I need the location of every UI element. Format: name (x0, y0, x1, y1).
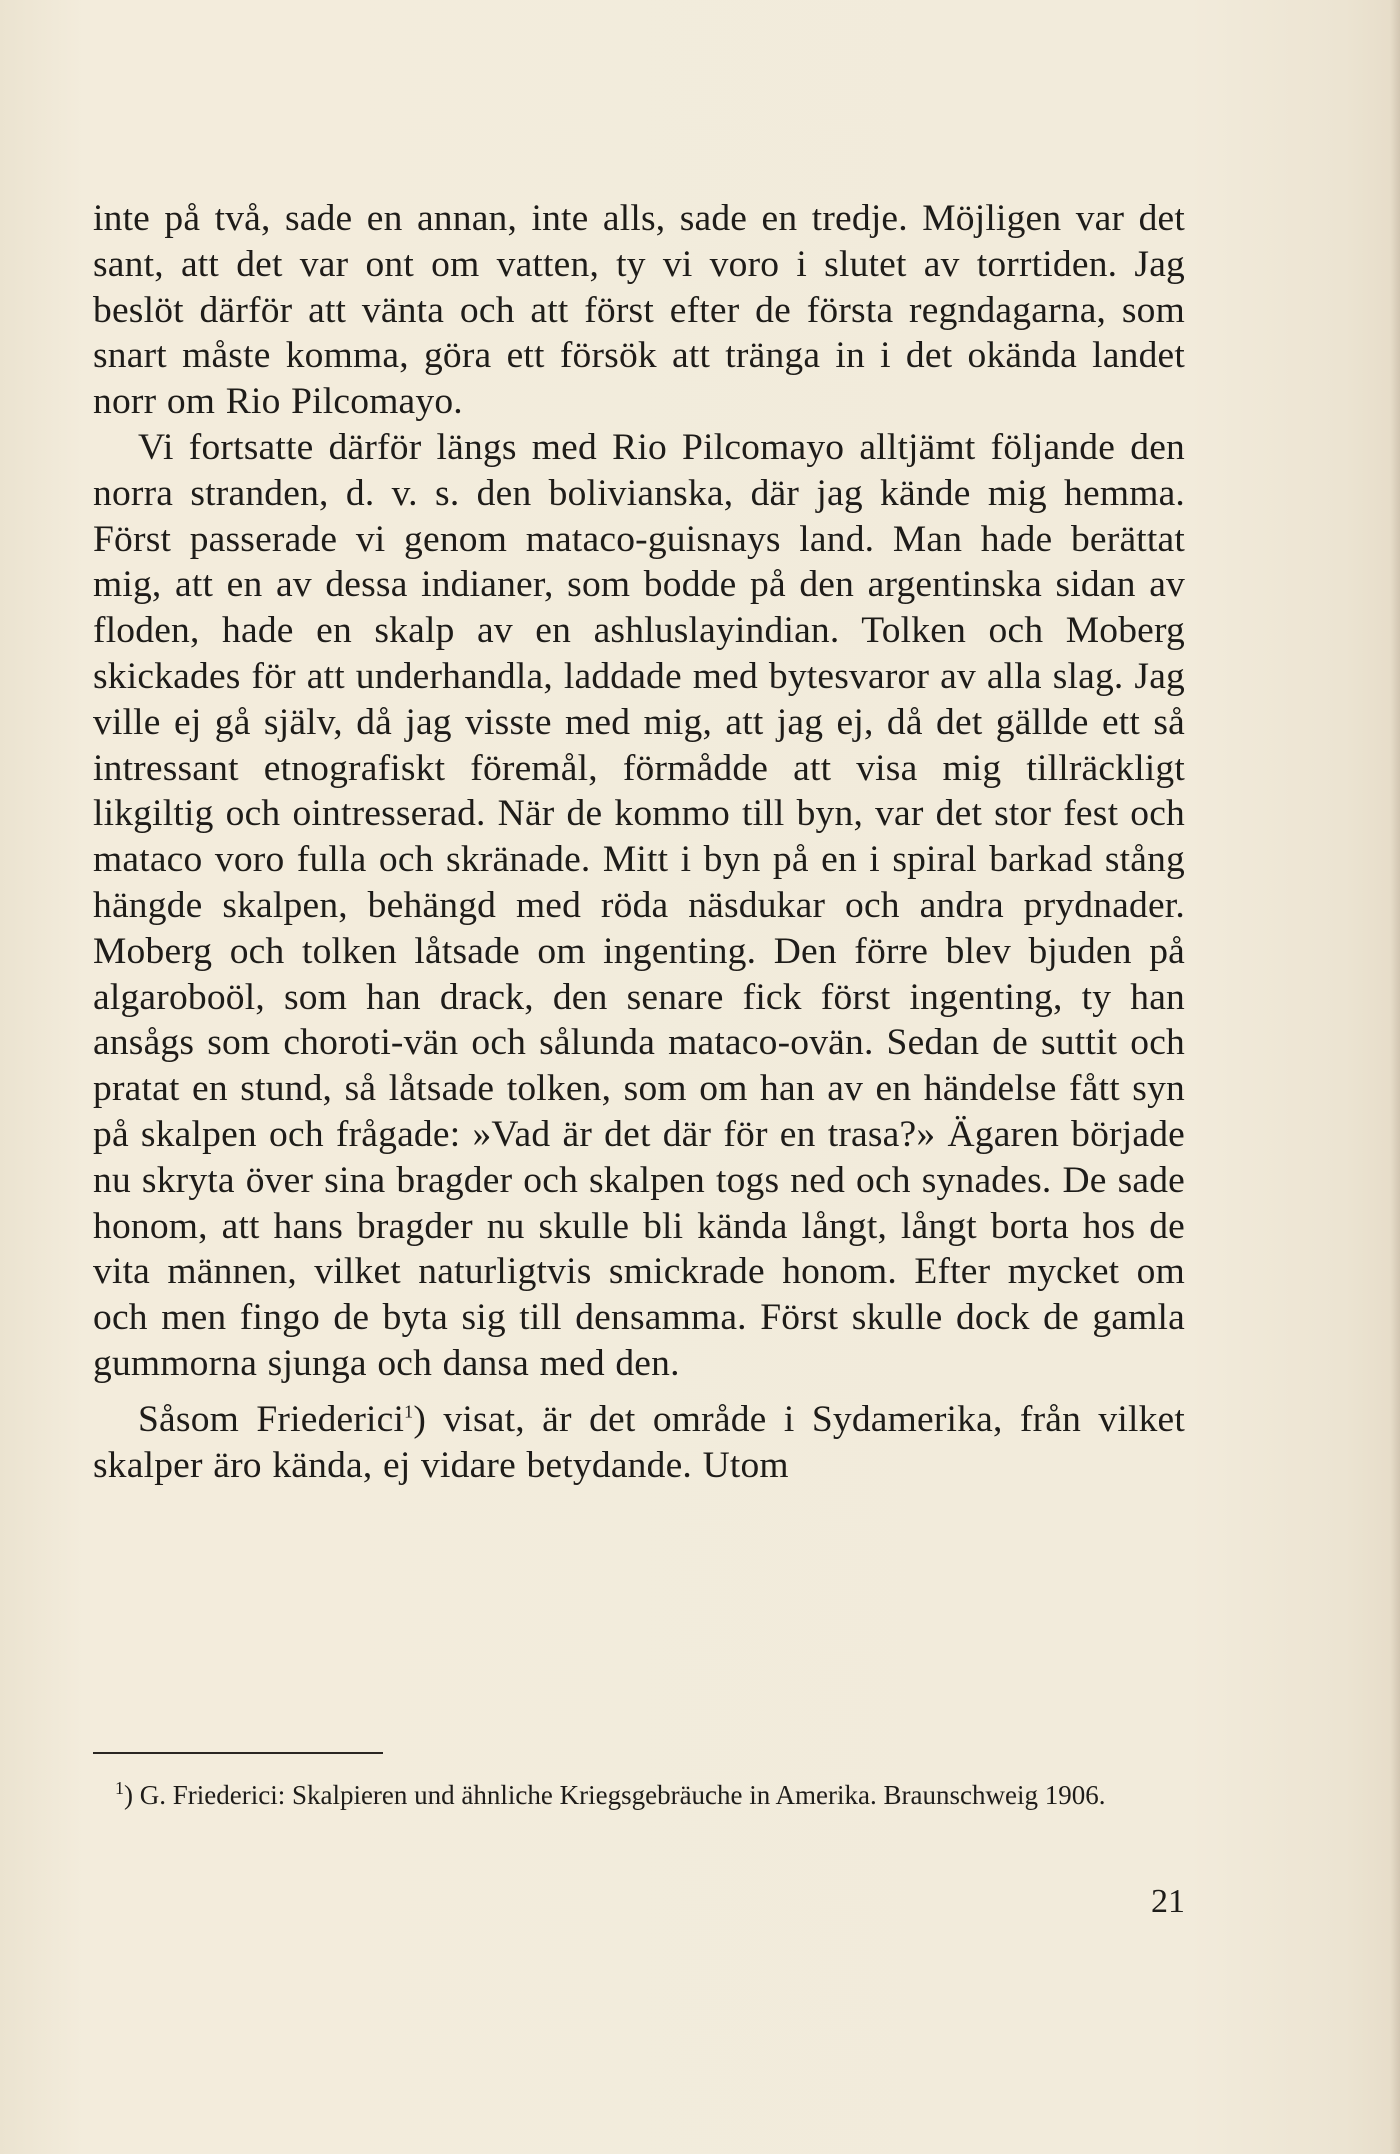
footnote-mark: 1 (115, 1778, 124, 1798)
footnote-reference-mark: 1 (404, 1401, 414, 1422)
paragraph-3 (93, 1397, 1185, 1489)
footnotes (93, 1778, 1185, 1813)
footnote-divider (93, 1752, 383, 1754)
paragraph-1: inte på två, sade en annan, inte alls, sade en tredje. Möjligen var det sant, att det var ont om vatten, ty vi voro i slutet av torrtiden. Jag beslöt därför att vänta och att först efter de första regndagarna, som snart måste komma, göra ett försök att tränga in i det okända landet norr om Rio Pilcomayo. (93, 198, 1185, 423)
page-edge-shadow (1390, 0, 1400, 2154)
paragraph-3-rest: ) visat, är det område i Sydamerika, från vilket skalper äro kända, ej vidare betydande. Utom (93, 1398, 1186, 1486)
paragraph-3-start: Såsom Friederici (138, 1398, 405, 1440)
footnote-text: ) G. Friederici: Skalpieren und ähnliche Kriegsgebräuche in Amerika. Braunschweig 1906. (124, 1780, 1106, 1810)
page-number: 21 (1151, 1883, 1185, 1920)
body-text (93, 196, 1185, 1488)
footnote-1 (93, 1778, 1185, 1813)
paragraph-2: Vi fortsatte därför längs med Rio Pilcomayo alltjämt följande den norra stranden, d. v. s. den bolivianska, där jag kände mig hemma. Först passerade vi genom mataco-guisnays land. Man hade berättat mig, att en av dessa indianer, som bodde på den argentinska sidan av floden, hade en skalp av en ashluslayindian. Tolken och Moberg skickades för att underhandla, laddade med bytesvaror av alla slag. Jag ville ej gå själv, då jag visste med mig, att jag ej, då det gällde ett så intressant etnografiskt föremål, förmådde att visa mig tillräckligt likgiltig och ointresserad. När de kommo till byn, var det stor fest och mataco voro fulla och skränade. Mitt i byn på en i spiral barkad stång hängde skalpen, behängd med röda näsdukar och andra prydnader. Moberg och tolken låtsade om ingenting. Den förre blev bjuden på algaroboöl, som han drack, den senare fick först ingenting, ty han ansågs som choroti-vän och sålunda mataco-ovän. Sedan de suttit och pratat en stund, så låtsade tolken, som om han av en händelse fått syn på skalpen och frågade: »Vad är det där för en trasa?» Ägaren började nu skryta över sina bragder och skalpen togs ned och synades. De sade honom, att hans bragder nu skulle bli kända långt, långt borta hos de vita männen, vilket naturligtvis smickrade honom. Efter mycket om och men fingo de byta sig till densamma. Först skulle dock de gamla gummorna sjunga och dansa med den. (93, 426, 1185, 1384)
